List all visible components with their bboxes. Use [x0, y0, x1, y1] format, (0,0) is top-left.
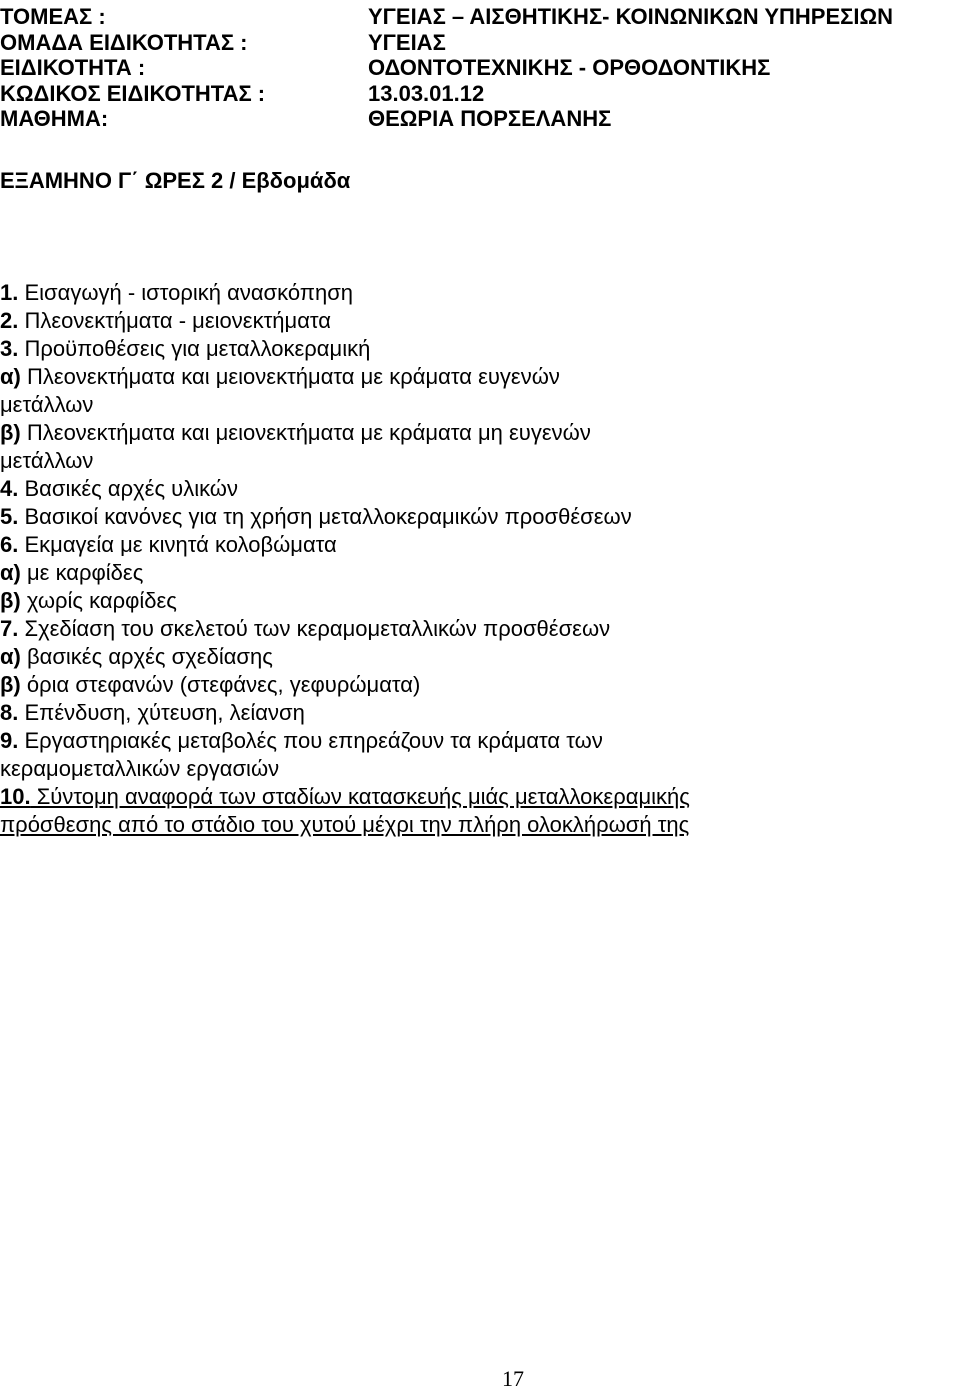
item-number: 8. [0, 700, 19, 725]
page-number: 17 [502, 1366, 524, 1391]
item-text: Επένδυση, χύτευση, λείανση [18, 700, 305, 725]
header-value: ΟΔΟΝΤΟΤΕΧΝΙΚΗΣ - ΟΡΘΟΔΟΝΤΙΚΗΣ [368, 55, 771, 80]
item-number: α) [0, 560, 21, 585]
header-label: ΤΟΜΕΑΣ : [0, 4, 106, 29]
item-text: όρια στεφανών (στεφάνες, γεφυρώματα) [20, 672, 421, 697]
syllabus-line [0, 643, 960, 671]
item-text: χωρίς καρφίδες [20, 588, 177, 613]
header-label: ΜΑΘΗΜΑ: [0, 106, 109, 131]
header-row [0, 81, 960, 107]
item-number: 4. [0, 476, 19, 501]
item-number: 6. [0, 532, 19, 557]
item-number: 3. [0, 336, 19, 361]
item-text: Εργαστηριακές μεταβολές που επηρεάζουν τα κράματα των [18, 728, 603, 753]
item-text: Εισαγωγή - ιστορική ανασκόπηση [18, 280, 354, 305]
syllabus-line [0, 727, 960, 755]
header-value: ΥΓΕΙΑΣ [368, 29, 446, 55]
item-text: βασικές αρχές σχεδίασης [20, 644, 273, 669]
syllabus-line [0, 559, 960, 587]
syllabus-line [0, 447, 960, 475]
item-text: Εκμαγεία με κινητά κολοβώματα [18, 532, 337, 557]
syllabus-line [0, 279, 960, 307]
syllabus-line [0, 531, 960, 559]
item-text: Βασικές αρχές υλικών [18, 476, 238, 501]
header-label: ΚΩΔΙΚΟΣ ΕΙΔΙΚΟΤΗΤΑΣ : [0, 80, 266, 106]
item-number: 5. [0, 504, 19, 529]
item-number: α) [0, 644, 21, 669]
header-row [0, 55, 960, 81]
item-number: β) [0, 420, 21, 445]
item-text: Πλεονεκτήματα και μειονεκτήματα με κράματα μη ευγενών [20, 420, 591, 445]
header-value: ΘΕΩΡΙΑ ΠΟΡΣΕΛΑΝΗΣ [368, 106, 612, 131]
syllabus-line [0, 811, 960, 839]
item-number: 10. [0, 784, 31, 809]
item-number: 7. [0, 616, 19, 641]
semester-hours: ΕΞΑΜΗΝΟ Γ΄ ΩΡΕΣ 2 / Εβδομάδα [0, 168, 351, 193]
item-text: μετάλλων [0, 392, 94, 417]
header-row [0, 4, 960, 30]
item-number: β) [0, 672, 21, 697]
header-row [0, 106, 960, 132]
syllabus-line [0, 755, 960, 783]
item-text: πρόσθεσης από το στάδιο του χυτού μέχρι την πλήρη ολοκλήρωσή της [0, 812, 690, 837]
item-text: Σχεδίαση του σκελετού των κεραμομεταλλικών προσθέσεων [18, 616, 611, 641]
item-text: Πλεονεκτήματα και μειονεκτήματα με κράματα ευγενών [20, 364, 560, 389]
syllabus-line [0, 615, 960, 643]
syllabus-line [0, 419, 960, 447]
item-number: β) [0, 588, 21, 613]
syllabus-line [0, 671, 960, 699]
item-text: Πλεονεκτήματα - μειονεκτήματα [18, 308, 332, 333]
item-text: Βασικοί κανόνες για τη χρήση μεταλλοκεραμικών προσθέσεων [18, 504, 632, 529]
header-value: 13.03.01.12 [368, 80, 485, 106]
item-number: 1. [0, 280, 19, 305]
header-label: ΟΜΑΔΑ ΕΙΔΙΚΟΤΗΤΑΣ : [0, 29, 248, 55]
item-number: 2. [0, 308, 19, 333]
syllabus-line [0, 699, 960, 727]
item-text: κεραμομεταλλικών εργασιών [0, 756, 280, 781]
syllabus-line [0, 503, 960, 531]
syllabus-line [0, 587, 960, 615]
item-text: μετάλλων [0, 448, 94, 473]
syllabus-line [0, 335, 960, 363]
item-number: α) [0, 364, 21, 389]
syllabus-line [0, 475, 960, 503]
syllabus-line [0, 391, 960, 419]
header-label: ΕΙΔΙΚΟΤΗΤΑ : [0, 55, 146, 80]
syllabus-line [0, 363, 960, 391]
item-text: Προϋποθέσεις για μεταλλοκεραμική [18, 336, 371, 361]
header-row [0, 30, 960, 56]
header-value: ΥΓΕΙΑΣ – ΑΙΣΘΗΤΙΚΗΣ- ΚΟΙΝΩΝΙΚΩΝ ΥΠΗΡΕΣΙΩΝ [368, 4, 893, 29]
item-text: με καρφίδες [20, 560, 144, 585]
item-number: 9. [0, 728, 19, 753]
syllabus-line [0, 783, 960, 811]
item-text: Σύντομη αναφορά των σταδίων κατασκευής μιάς μεταλλοκεραμικής [30, 784, 690, 809]
syllabus-line [0, 307, 960, 335]
syllabus-list [0, 279, 960, 839]
